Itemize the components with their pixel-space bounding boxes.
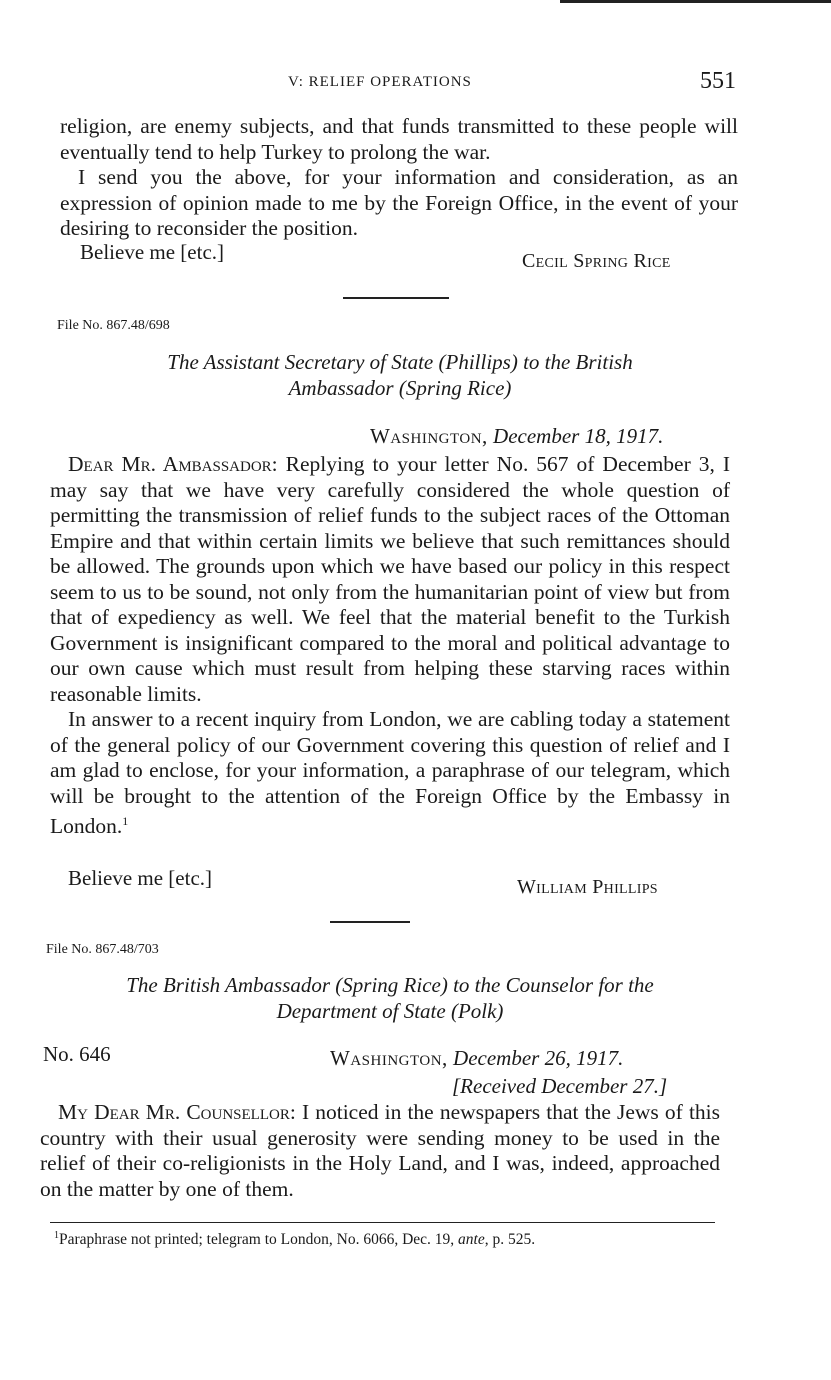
section2-paragraph-2-text: In answer to a recent inquiry from London, we are cabling today a statement of the general policy of our Government covering this question of relief and I am glad to enclose, for your information, a paraphrase of our telegram, which will be brought to the attention of the Foreign Office by the Embassy in London.: [50, 707, 730, 839]
page-edge-line: [560, 0, 831, 3]
running-head: V: RELIEF OPERATIONS: [288, 74, 472, 90]
section-divider-1: [343, 297, 449, 299]
section3-paragraph-1: [40, 1100, 720, 1202]
section3-number: No. 646: [43, 1042, 111, 1066]
section3-salutation: My Dear Mr. Counsellor:: [58, 1100, 296, 1124]
section2-title: [60, 349, 740, 401]
section2-salutation: Dear Mr. Ambassador:: [68, 452, 278, 476]
section2-closing: Believe me [etc.]: [68, 866, 213, 890]
section2-dateline-place: Washington,: [370, 424, 488, 448]
section3-body: [40, 1100, 720, 1202]
section2-title-line-1: The Assistant Secretary of State (Phillips) to the British: [167, 350, 633, 374]
footnote-text-tail: , p. 525.: [484, 1231, 536, 1249]
section1-paragraph-1: religion, are enemy subjects, and that funds transmitted to these people will eventually tend to help Turkey to prolong the war.: [60, 114, 738, 164]
section3-title: [40, 972, 740, 1024]
section1-body: [60, 114, 738, 242]
footnote-rule: [50, 1222, 715, 1223]
section1-closing: Believe me [etc.]: [80, 240, 225, 264]
section3-title-line-1: The British Ambassador (Spring Rice) to the Counselor for the: [126, 973, 654, 997]
section1-paragraph-2: I send you the above, for your information and consideration, as an expression of opinion made to me by the Foreign Office, in the event of your desiring to reconsider the position.: [60, 165, 738, 240]
section2-paragraph-1-text: Replying to your letter No. 567 of December 3, I may say that we have very carefully considered the whole question of permitting the transmission of relief funds to the subject races of the Ottoman Empire and that within certain limits we believe that such remittances should be allowed. The grounds upon which we have based our policy in this respect seem to us to be sound, not only from the humanitarian point of view but from that of expediency as well. We feel that the material benefit to the Turkish Government is insignificant compared to the moral and political advantage to our own cause which must result from helping these starving races within reasonable limits.: [50, 452, 730, 706]
section2-dateline-date: December 18, 1917.: [493, 424, 664, 448]
footnote-text: Paraphrase not printed; telegram to London, No. 6066, Dec. 19,: [59, 1231, 455, 1249]
footnote-text-italic: ante: [458, 1231, 485, 1249]
page-number: 551: [700, 68, 736, 94]
section2-file-number: File No. 867.48/698: [57, 318, 170, 333]
page-header: [0, 70, 831, 100]
section2-body: [50, 452, 730, 840]
section2-paragraph-1: [50, 452, 730, 707]
section3-paragraph-1-text: I noticed in the newspapers that the Jews of this country with their usual generosity were sending money to be used in the relief of their co-religionists in the Holy Land, and I was, indeed, approached on the matter by one of them.: [40, 1100, 721, 1201]
section-divider-2: [330, 921, 410, 923]
section3-title-line-2: Department of State (Polk): [276, 999, 504, 1023]
section3-dateline-place: Washington,: [330, 1046, 448, 1070]
section2-paragraph-2: [50, 707, 730, 840]
section3-dateline-date: December 26, 1917.: [453, 1046, 624, 1070]
section3-received: [Received December 27.]: [452, 1074, 668, 1098]
footnote-reference: 1: [122, 814, 129, 828]
footnote-marker: 1: [54, 1230, 59, 1241]
section3-dateline: [330, 1046, 623, 1071]
section3-file-number: File No. 867.48/703: [46, 942, 159, 957]
section2-title-line-2: Ambassador (Spring Rice): [288, 376, 512, 400]
footnote: [54, 1230, 734, 1249]
section1-signature: Cecil Spring Rice: [522, 250, 671, 272]
section2-dateline: [370, 424, 663, 449]
section2-signature: William Phillips: [517, 876, 658, 898]
